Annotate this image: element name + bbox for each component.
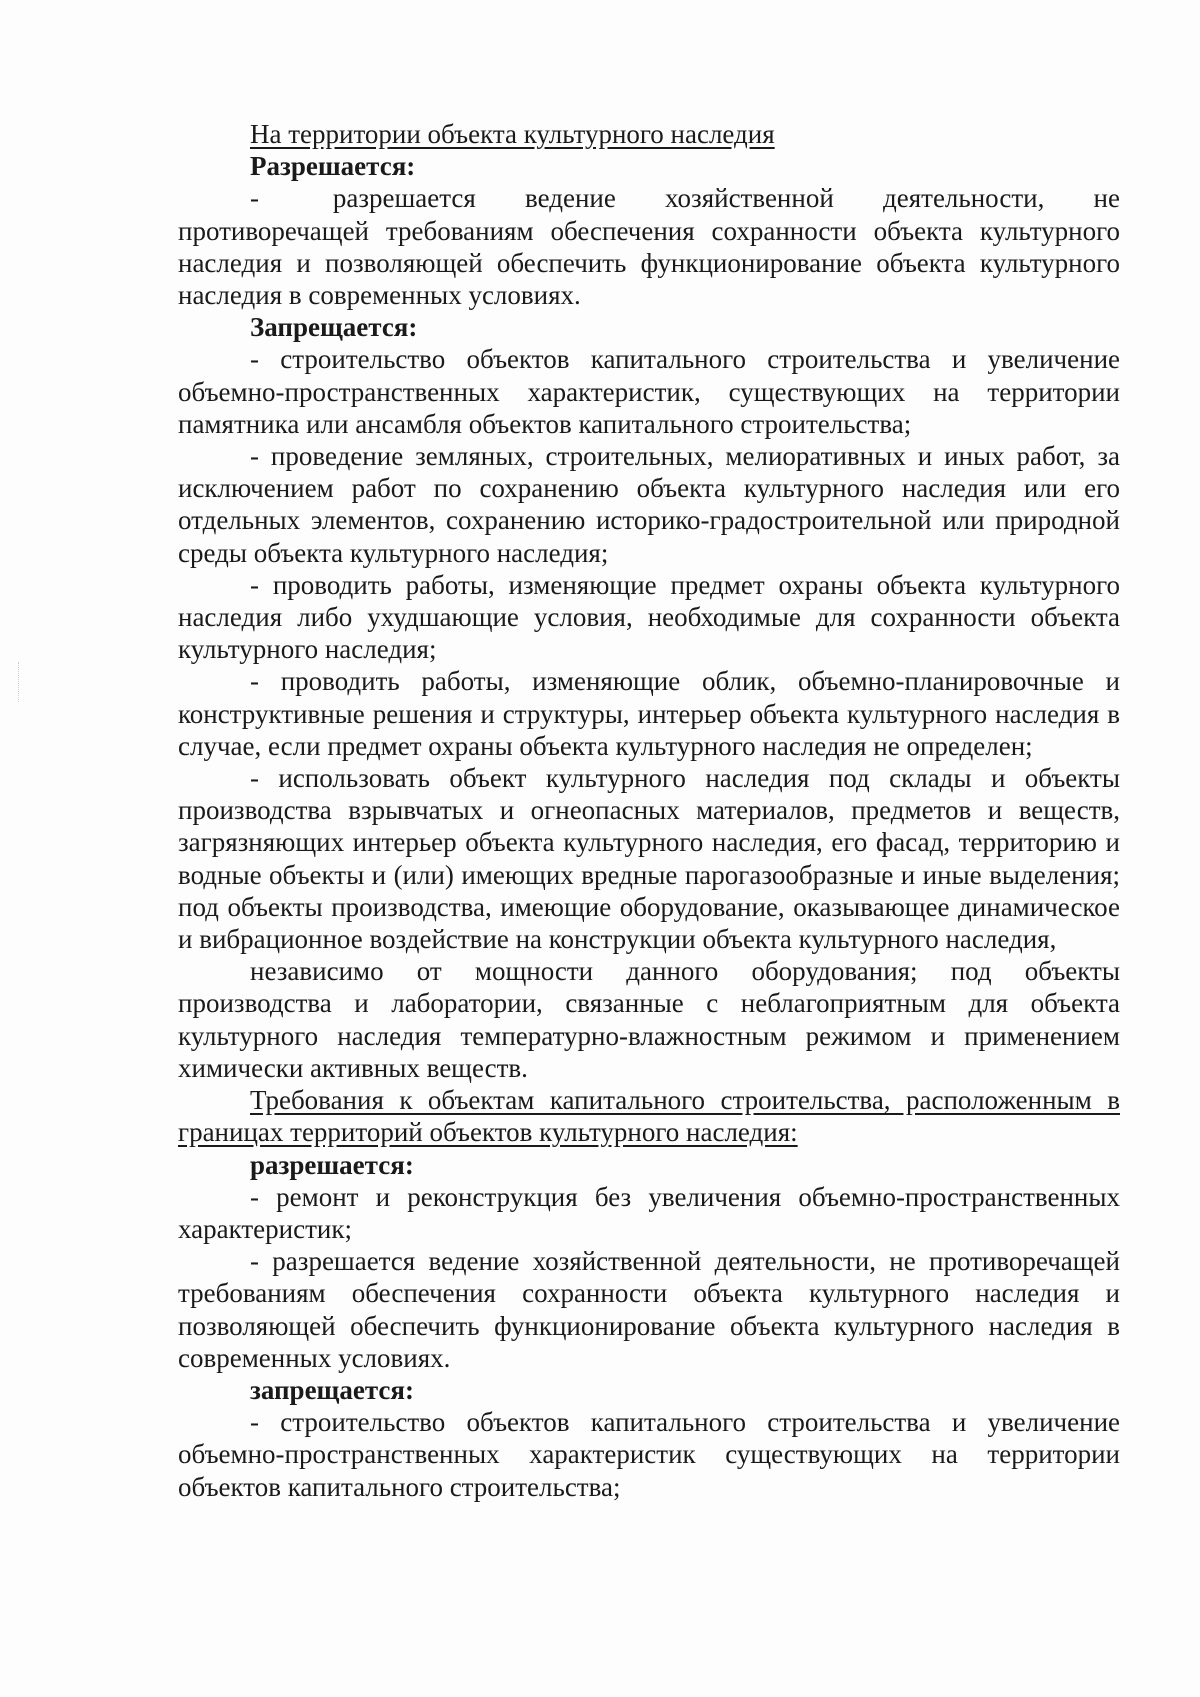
- allowed-label-lower: разрешается:: [250, 1149, 414, 1180]
- forbidden-label: Запрещается:: [250, 312, 418, 343]
- forbidden-item-continuation: независимо от мощности данного оборудования; под объекты производства и лаборатории, связанные с неблагоприятным для объекта культурного наследия температурно-влажностным режимом и применением химически активных веществ.: [178, 956, 1120, 1083]
- allowed-item: - разрешается ведение хозяйственной деятельности, не противоречащей требованиям обеспечения сохранности объекта культурного наследия и позволяющей обеспечить функционирование объекта культурного наследия в современных условиях.: [178, 1246, 1120, 1373]
- forbidden-label-lower: запрещается:: [250, 1374, 415, 1405]
- allowed-label: Разрешается:: [250, 151, 416, 182]
- forbidden-item: - проводить работы, изменяющие облик, объемно-планировочные и конструктивные решения и структуры, интерьер объекта культурного наследия в случае, если предмет охраны объекта культурного наследия не определен;: [178, 666, 1120, 761]
- section-heading-requirements: Требования к объектам капитального строительства, расположенным в границах территорий объектов культурного наследия:: [178, 1085, 1120, 1148]
- allowed-item: - ремонт и реконструкция без увеличения объемно-пространственных характеристик;: [178, 1181, 1120, 1244]
- forbidden-item: - использовать объект культурного наследия под склады и объекты производства взрывчатых и огнеопасных материалов, предметов и веществ, загрязняющих интерьер объекта культурного наследия, его фасад, территорию и водные объекты и (или) имеющих вредные парогазообразные и иные выделения; под объекты производства, имеющие оборудование, оказывающее динамическое и вибрационное воздействие на конструкции объекта культурного наследия,: [178, 763, 1120, 955]
- section-heading-territory: На территории объекта культурного наследия: [250, 119, 775, 149]
- document-body: [178, 118, 1127, 1503]
- scan-margin-mark: [18, 662, 22, 702]
- forbidden-item: - строительство объектов капитального строительства и увеличение объемно-пространственных характеристик существующих на территории объектов капитального строительства;: [178, 1407, 1120, 1502]
- allowed-item: - разрешается ведение хозяйственной деятельности, не противоречащей требованиям обеспечения сохранности объекта культурного наследия и позволяющей обеспечить функционирование объекта культурного наследия в современных условиях.: [178, 183, 1127, 311]
- forbidden-item: - строительство объектов капитального строительства и увеличение объемно-пространственных характеристик, существующих на территории памятника или ансамбля объектов капитального строительства;: [178, 344, 1120, 439]
- forbidden-item: - проводить работы, изменяющие предмет охраны объекта культурного наследия либо ухудшающие условия, необходимые для сохранности объекта культурного наследия;: [178, 569, 1120, 665]
- forbidden-item: - проведение земляных, строительных, мелиоративных и иных работ, за исключением работ по сохранению объекта культурного наследия или его отдельных элементов, сохранению историко-градостроительной или природной среды объекта культурного наследия;: [178, 441, 1120, 568]
